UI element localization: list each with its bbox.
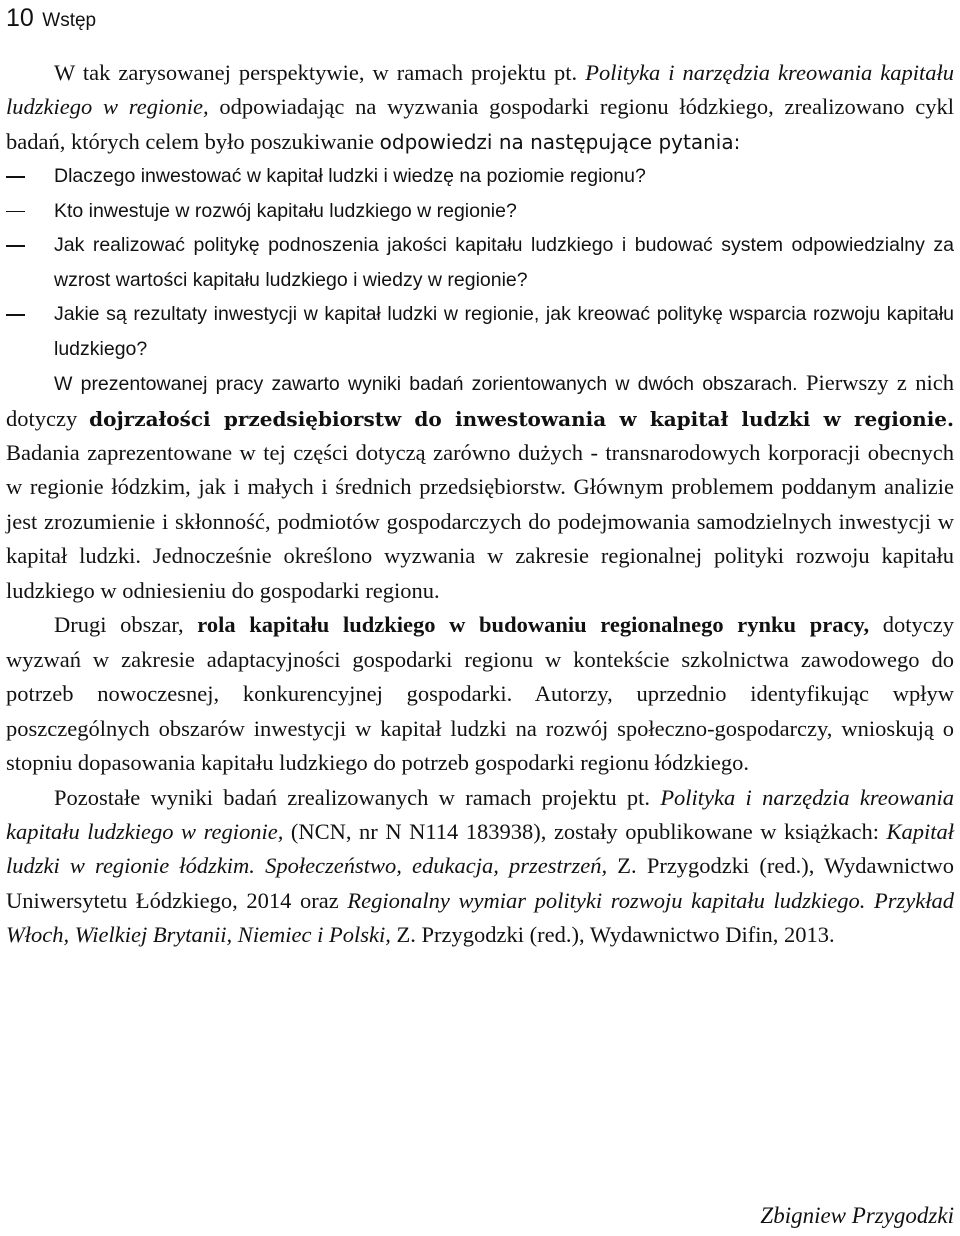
author-signature: Zbigniew Przygodzki [760, 1203, 954, 1228]
paragraph-areas [6, 366, 954, 608]
intro-paragraph [6, 56, 954, 159]
other-text-3: Z. Przygodzki (red.), Wydawnictwo Difin, 2013. [390, 922, 835, 948]
second-area-bold: rola kapitału ludzkiego w budowaniu regionalnego rynku pracy, [197, 612, 870, 638]
areas-mid: Pierwszy z nich dotyczy [6, 370, 954, 431]
page-number: 10 [6, 4, 34, 32]
other-text-1: (NCN, nr N N114 183938), zostały opublikowane w książkach: [283, 818, 887, 844]
section-title: Wstęp [42, 10, 97, 31]
second-area-rest: dotyczy wyzwań w zakresie adaptacyjności gospodarki regionu w kontekście szkolnictwa zawodowego do potrzeb nowoczesnej, konkurencyjnej gospodarki. Autorzy, uprzednio identyfikując wpływ poszczególnych obszarów inwestycji w kapitał ludzki na rozwój społeczno-gospodarczy, wnioskują o stopniu dopasowania kapitału ludzkiego do potrzeb gospodarki regionu łódzkiego. [6, 612, 954, 776]
other-italic-book-2: Regionalny wymiar polityki rozwoju kapitału ludzkiego. Przykład Włoch, Wielkiej Brytanii, Niemiec i Polski, [6, 887, 954, 948]
areas-bold: dojrzałości przedsiębiorstw do inwestowania w kapitał ludzki w regionie. [89, 406, 954, 431]
document-body [6, 56, 954, 953]
paragraph-second-area [6, 608, 954, 780]
intro-rest: odpowiadając na wyzwania gospodarki regionu łódzkiego, zrealizowano cykl badań, których celem było poszukiwanie [6, 94, 955, 154]
paragraph-other-results [6, 781, 954, 953]
other-lead: Pozostałe wyniki badań zrealizowanych w ramach projektu pt. [54, 784, 661, 810]
intro-rest-sans: odpowiedzi na następujące pytania: [379, 129, 741, 154]
list-item [6, 159, 954, 193]
list-item [6, 194, 954, 228]
question-text: Kto inwestuje w rozwój kapitału ludzkiego w regionie? [54, 199, 517, 222]
other-italic-project: Polityka i narzędzia kreowania kapitału ludzkiego w regionie, [6, 784, 954, 844]
question-text: Dlaczego inwestować w kapitał ludzki i wiedzę na poziomie regionu? [54, 165, 646, 188]
question-text: Jakie są rezultaty inwestycji w kapitał ludzki w regionie, jak kreować politykę wsparcia rozwoju kapitału ludzkiego? [54, 303, 954, 360]
other-text-2: Z. Przygodzki (red.), Wydawnictwo Uniwersytetu Łódzkiego, 2014 oraz [6, 853, 954, 913]
question-text: Jak realizować politykę podnoszenia jakości kapitału ludzkiego i budować system odpowiedzialny za wzrost wartości kapitału ludzkiego i wiedzy w regionie? [54, 234, 954, 291]
dash-icon [6, 211, 25, 213]
list-item [6, 297, 954, 366]
page-header [6, 4, 96, 33]
intro-project-title: Polityka i narzędzia kreowania kapitału ludzkiego w regionie, [6, 60, 954, 120]
areas-lead: W prezentowanej pracy zawarto wyniki badań zorientowanych w dwóch obszarach. [54, 373, 798, 396]
list-item [6, 228, 954, 297]
intro-lead: W tak zarysowanej perspektywie, w ramach projektu pt. [54, 60, 586, 85]
other-italic-book-1: Kapitał ludzki w regionie łódzkim. Społeczeństwo, edukacja, przestrzeń, [6, 818, 954, 879]
dash-icon [6, 314, 25, 316]
dash-icon [6, 176, 25, 178]
dash-icon [6, 245, 25, 247]
areas-rest: Badania zaprezentowane w tej części dotyczą zarówno dużych - transnarodowych korporacji obecnych w regionie łódzkim, jak i małych i średnich przedsiębiorstw. Głównym problemem poddanym analizie jest zrozumienie i skłonność, podmiotów gospodarczych do podejmowania samodzielnych inwestycji w kapitał ludzki. Jednocześnie określono wyzwania w zakresie regionalnej polityki rozwoju kapitału ludzkiego w odniesieniu do gospodarki regionu. [6, 439, 954, 603]
second-area-lead: Drugi obszar, [54, 612, 198, 638]
question-list [6, 159, 954, 366]
